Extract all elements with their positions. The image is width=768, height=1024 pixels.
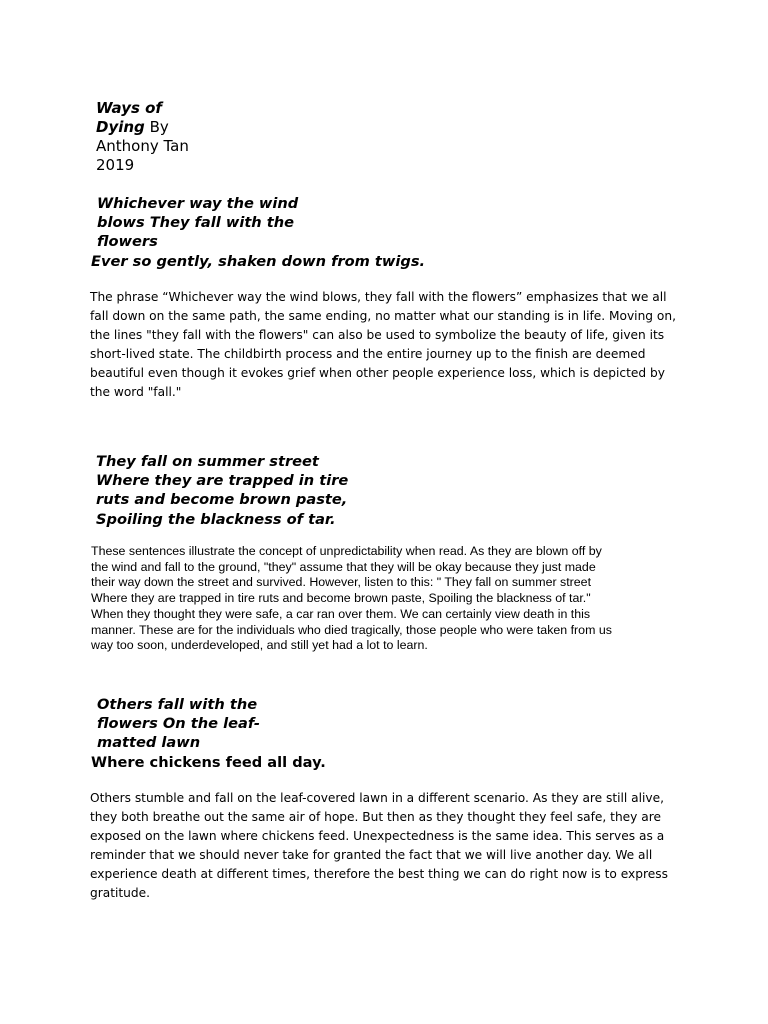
author-name: Anthony Tan — [96, 137, 189, 155]
paragraph-line: beautiful even though it evokes grief when other people experience loss, which is depicted by — [90, 365, 665, 380]
verse-line: Ever so gently, shaken down from twigs. — [91, 252, 426, 270]
paragraph-line: When they thought they were safe, a car ran over them. We can certainly view death in this — [91, 606, 591, 621]
verse-line: blows They fall with the — [97, 214, 295, 232]
paragraph-line: the wind and fall to the ground, "they" assume that they will be okay because they just made — [91, 559, 596, 574]
verse-line: Where chickens feed all day. — [91, 753, 326, 771]
verse-line: flowers — [97, 233, 158, 251]
paragraph-line: short-lived state. The childbirth process and the entire journey up to the finish are deemed — [90, 346, 646, 361]
paragraph-2 — [91, 544, 612, 654]
by-label: By — [144, 118, 169, 136]
paragraph-line: experience death at different times, therefore the best thing we can do right now is to express — [90, 866, 668, 881]
paragraph-line: the lines "they fall with the flowers" can also be used to symbolize the beauty of life, given its — [90, 327, 665, 342]
paragraph-line: The phrase “Whichever way the wind blows, they fall with the flowers” emphasizes that we all — [90, 290, 667, 304]
title-block — [96, 99, 189, 175]
verse-1 — [91, 194, 426, 271]
verse-line: They fall on summer street — [96, 453, 319, 470]
verse-3 — [91, 695, 326, 772]
verse-line: ruts and become brown paste, — [96, 491, 348, 509]
paragraph-line: they both breathe out the same air of hope. But then as they thought they feel safe, they are — [90, 809, 661, 824]
verse-line: Spoiling the blackness of tar. — [96, 510, 336, 528]
verse-line: Where they are trapped in tire — [96, 472, 349, 490]
title-line-1: Ways of — [96, 99, 162, 117]
paragraph-line: the word "fall." — [90, 384, 182, 399]
paragraph-line: Others stumble and fall on the leaf-covered lawn in a different scenario. As they are still alive, — [90, 791, 665, 805]
paragraph-line: exposed on the lawn where chickens feed. Unexpectedness is the same idea. This serves as a — [90, 828, 665, 843]
title-dying: Dying — [96, 118, 145, 136]
paragraph-1 — [90, 288, 676, 401]
paragraph-3 — [90, 789, 668, 902]
paragraph-line: fall down on the same path, the same ending, no matter what our standing is in life. Moving on, — [90, 308, 676, 323]
year: 2019 — [96, 156, 135, 174]
verse-2 — [96, 452, 348, 529]
paragraph-line: their way down the street and survived. However, listen to this: " They fall on summer street — [91, 575, 592, 590]
paragraph-line: reminder that we should never take for granted the fact that we will live another day. We all — [90, 847, 653, 862]
paragraph-line: gratitude. — [90, 885, 150, 900]
paragraph-line: way too soon, underdeveloped, and still yet had a lot to learn. — [91, 638, 428, 653]
verse-line: flowers On the leaf- — [97, 715, 260, 733]
verse-line: matted lawn — [97, 734, 201, 752]
verse-line: Whichever way the wind — [97, 195, 299, 212]
title-line-2 — [96, 118, 189, 137]
paragraph-line: Where they are trapped in tire ruts and become brown paste, Spoiling the blackness of tar." — [91, 591, 591, 606]
paragraph-line: manner. These are for the individuals who died tragically, those people who were taken from us — [91, 622, 612, 637]
verse-line: Others fall with the — [97, 696, 258, 713]
paragraph-line: These sentences illustrate the concept of unpredictability when read. As they are blown off by — [91, 544, 602, 558]
